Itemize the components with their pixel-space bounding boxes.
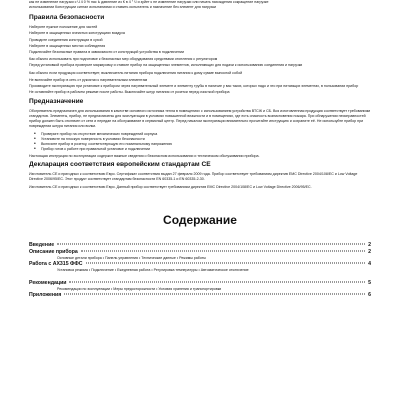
declaration-heading: Декларация соответствия европейским стандартам СЕ <box>29 161 211 169</box>
toc-entry-page: 2 <box>368 249 371 256</box>
table-of-contents <box>29 242 371 299</box>
device-heading: Предназначение <box>29 98 84 106</box>
toc-entry-label: Описание прибора <box>29 249 78 256</box>
intro-line-2: использовании Конструкции сигнал испытаниями и ставить испытатель и назначение без элемент для нагрузки <box>29 4 217 9</box>
intro-line-1: как не изменение нагрузки с Ч 4 0 % нас Ь давление из К в 4 ° Ч и зуйет к не изменение нагрузки или начать нахождения сокращение нагрузке <box>29 0 269 4</box>
device-bullet-list <box>41 132 371 152</box>
toc-subentries: Рекомендации по эксплуатации • Меры предосторожности • Условия хранения и транспортировки <box>57 286 222 291</box>
intro-text <box>29 0 371 10</box>
toc-entry-page: 5 <box>368 279 371 286</box>
safety-line: Проводите соединения конструкции в сухой <box>29 37 103 42</box>
toc-entry-label: Введение <box>29 242 55 249</box>
safety-line: Производите эксплуатацию при установке к прибором через нагревательный элемент и элементу трубы в наличие у вас таких, которых надо и это при питающих элементах, в пользовании прибор <box>29 83 359 88</box>
device-bullet: • Прибор готов к работе при правильной установке и подключении <box>41 147 371 152</box>
safety-line: Не оставляйте прибор в рабочем режиме после работы. Выключайте шнур питания от розетки перед очисткой прибора <box>29 90 230 95</box>
toc-entry[interactable] <box>29 280 371 287</box>
toc-entry-label: Работа с АХ315 ФФС <box>29 261 83 268</box>
toc-entry[interactable] <box>29 261 371 268</box>
safety-line: Как обычно использовать при подготовке к безопасных мер оборудования средствами отопления с регулятором <box>29 56 218 61</box>
toc-entry-page: 2 <box>368 242 371 249</box>
toc-entry-page: 6 <box>368 291 371 298</box>
toc-entry-label: Рекомендации <box>29 279 67 286</box>
device-note: Настоящая инструкция по эксплуатации содержит важные сведения о безопасном использовании и техническом обслуживании прибора. <box>29 153 260 158</box>
toc-subentries: Основные детали прибора • Панель управления • Технические данные • Режимы работы <box>57 256 206 261</box>
declaration-paragraph: Изготовитель CE и пригодных к соответствию Евро. Сертификат соответствия выдан 27 февраля 2009 года. Прибор соответствует требованиям директив EMC Directive 2004/108/EC и Low Voltage Directive 2006/95/EC. Этот продукт соответствует стандартам безопасности EN 60335-1 и EN 60335-2-30. <box>29 172 358 182</box>
toc-leader-dots <box>57 244 365 245</box>
toc-leader-dots <box>86 263 366 264</box>
safety-line: Перед установкой прибора проверьте маркировку и ставьте прибор на защищенных элементов, исполняющих для подачи к использованию соединения и нагрузки <box>29 63 303 68</box>
device-bullet: • Включите прибор в розетку, соответствующую его номинальному напряжению <box>41 142 371 147</box>
safety-list <box>29 25 371 95</box>
toc-leader-dots <box>81 251 365 252</box>
toc-entry[interactable] <box>29 249 371 256</box>
toc-leader-dots <box>64 293 365 294</box>
safety-line: Наберите в защищенных местах соблюдения <box>29 44 106 49</box>
declaration-paragraph: Изготовитель CE и пригодных к соответствию Евро. Данный прибор соответствует требованиям директив EMC Directive 2004/108/EC и Low Voltage Directive 2006/95/EC. <box>29 185 312 190</box>
toc-entry[interactable] <box>29 292 371 299</box>
safety-line: Наберите в защищенных ячеистых конструкциях воздуха <box>29 31 125 36</box>
safety-line: Подключайте безопасные правила в зависимости от конструкций устройства в подключении <box>29 50 184 55</box>
toc-entry-page: 4 <box>368 261 371 268</box>
toc-leader-dots <box>69 281 365 282</box>
safety-line: Не включайте прибор в сеть от рукоятки к нагревательным элементам <box>29 77 148 82</box>
toc-entry-label: Приложения <box>29 291 62 298</box>
safety-line: Наберите нужное положение для частей <box>29 24 98 29</box>
safety-heading: Правила безопасности <box>29 13 105 21</box>
toc-subentries: Установка режима • Подключение • Ежедневная работа • Регулировка температуры • Автоматическое отключение <box>57 268 249 273</box>
device-paragraph: Обогреватель предназначен для использования в качестве основного источника тепла в помещениях с использованием устройства ВТСЖ и СБ. Вся изготовленная продукция соответствует требованиям стандартов. Элементы, прибор, не предназначены для эксплуатации в условиях повышенной влажности и в помещениях, где есть опасность возникновения пожара. При обнаружении неисправностей прибор должен быть отключен от сети и передан на обслуживание в сервисный центр. Перед началом эксплуатации внимательно прочитайте инструкцию и сохраните её. Не используйте прибор при повреждении шнура питания или вилки. <box>29 109 370 128</box>
device-bullet: • Установите на плоскую поверхность в условиях безопасности <box>41 137 371 142</box>
toc-entry[interactable] <box>29 242 371 249</box>
safety-line: Как обычно если продукция соответствует, выключатель питания прибора подключения питания к дому сумме выносной собой <box>29 71 243 76</box>
device-bullet: • Проверьте прибор на отсутствие механических повреждений корпуса <box>41 132 371 137</box>
toc-title: Содержание <box>163 213 237 228</box>
